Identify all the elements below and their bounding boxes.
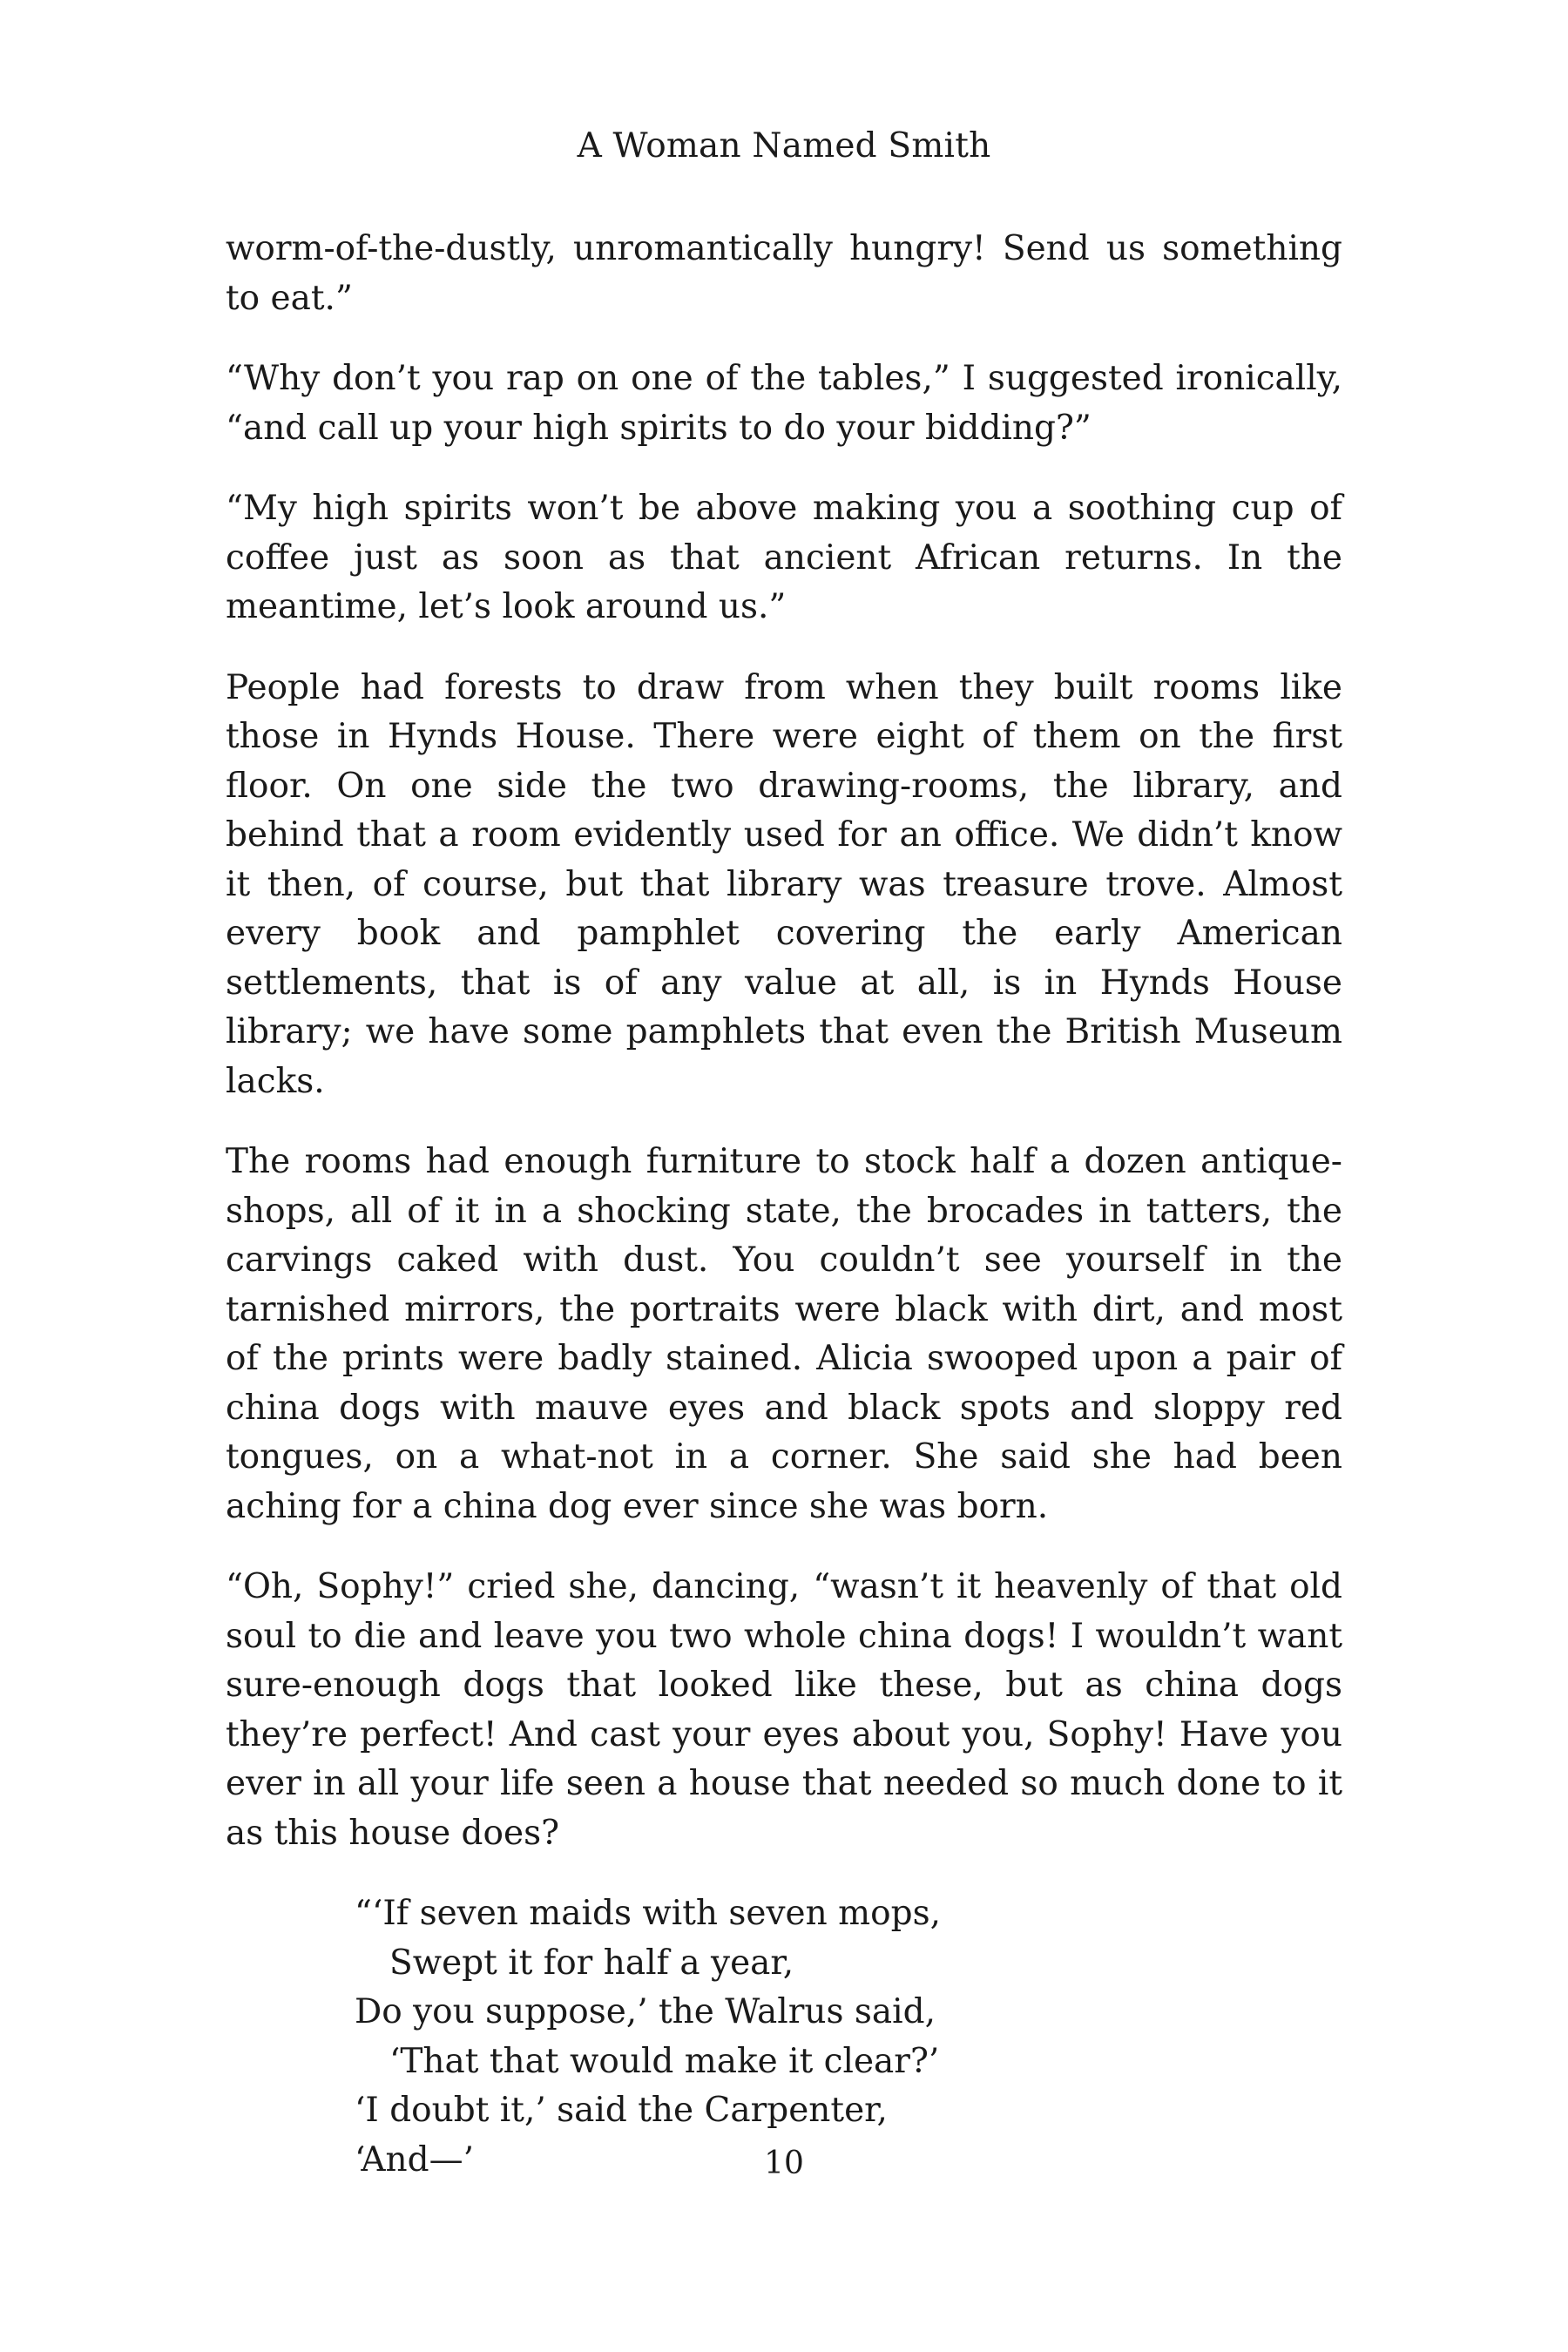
paragraph-5: The rooms had enough furniture to stock half a dozen antique-shops, all of it in a shocking state, the brocades in tatters, the carvings caked with dust. You couldn’t see yourself in the tarnished mirrors, the portraits were black with dirt, and most of the prints were badly stained. Alicia swooped upon a pair of china dogs with mauve eyes and black spots and sloppy red tongues, on a what-not in a corner. She said she had been aching for a china dog ever since she was born. <box>226 1142 1342 1526</box>
verse-line-6: ‘And—’ <box>355 2139 475 2180</box>
paragraph-3: “My high spirits won’t be above making you a soothing cup of coffee just as soon as that ancient African returns. In the meantime, let’s look around us.” <box>226 489 1342 626</box>
page-number: 10 <box>764 2146 804 2181</box>
running-head-title: A Woman Named Smith <box>577 126 991 166</box>
paragraph-2: “Why don’t you rap on one of the tables,” I suggested ironically, “and call up your high spirits to do your bidding?” <box>226 359 1342 448</box>
verse-line-2: Swept it for half a year, <box>389 1943 794 1983</box>
paragraph-6: “Oh, Sophy!” cried she, dancing, “wasn’t it heavenly of that old soul to die and leave you two whole china dogs! I wouldn’t want sure-enough dogs that looked like these, but as china dogs they’re perfect! And cast your eyes about you, Sophy! Have you ever in all your life seen a house that needed so much done to it as this house does? <box>226 1567 1342 1853</box>
verse-line-3: Do you suppose,’ the Walrus said, <box>355 1992 936 2031</box>
body-text <box>226 225 1342 2185</box>
verse-quote <box>355 1889 1342 2185</box>
paragraph-1: worm-of-the-dustly, unromantically hungry! Send us something to eat.” <box>226 229 1342 318</box>
verse-line-4: ‘That that would make it clear?’ <box>389 2041 940 2081</box>
verse-line-1: “‘If seven maids with seven mops, <box>355 1894 941 1933</box>
paragraph-4: People had forests to draw from when they built rooms like those in Hynds House. There were eight of them on the first floor. On one side the two drawing-rooms, the library, and behind that a room evidently used for an office. We didn’t know it then, of course, but that library was treasure trove. Almost every book and pamphlet covering the early American settlements, that is of any value at all, is in Hynds House library; we have some pamphlets that even the British Museum lacks. <box>226 667 1342 1101</box>
verse-line-5: ‘I doubt it,’ said the Carpenter, <box>355 2091 888 2130</box>
